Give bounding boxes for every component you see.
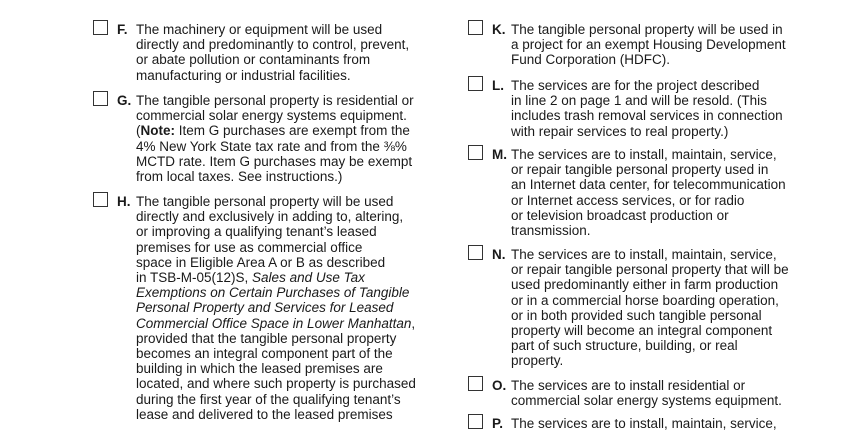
item-o-text: The services are to install residential or commercial solar energy systems equipment.: [511, 378, 782, 409]
item-p-letter: P.: [492, 416, 504, 431]
checkbox-n[interactable]: [468, 245, 483, 260]
item-f-text: The machinery or equipment will be used directly and predominantly to control, prevent, or abate pollution or contaminants from manufacturing or industrial facilities.: [136, 22, 410, 83]
item-p-text: The services are to install, maintain, service,: [511, 416, 777, 431]
item-m-text: The services are to install, maintain, service, or repair tangible personal property used in an Internet data center, for telecommunication or Internet access services, or for radio or television broadcast production or transmission.: [511, 147, 786, 239]
item-h-text: The tangible personal property will be used directly and exclusively in adding to, altering, or improving a qualifying tenant’s leased premises for use as commercial office space in Eligible Area A or B as described in TSB-M-05(12)S, Sales and Use Tax Exemptions on Certain Purchases of Tangible Personal Property and Services for Leased Commercial Office Space in Lower Manhattan, provided that the tangible personal property becomes an integral component part of the building in which the leased premises are located, and where such property is purchased during the first year of the qualifying tenant’s lease and delivered to the leased premises: [136, 194, 416, 422]
checkbox-h[interactable]: [93, 192, 108, 207]
item-h-letter: H.: [117, 194, 131, 209]
item-n-text: The services are to install, maintain, service, or repair tangible personal property that will be used predominantly either in farm production or in a commercial horse boarding operation, or in both provided such tangible personal property will become an integral component part of such structure, building, or real property.: [511, 247, 789, 369]
item-k-letter: K.: [492, 22, 506, 37]
note-label: Note:: [140, 123, 175, 139]
item-k-text: The tangible personal property will be used in a project for an exempt Housing Development Fund Corporation (HDFC).: [511, 22, 786, 68]
checkbox-l[interactable]: [468, 76, 483, 91]
item-l-letter: L.: [492, 78, 504, 93]
checkbox-f[interactable]: [93, 20, 108, 35]
item-o-letter: O.: [492, 378, 507, 393]
checkbox-k[interactable]: [468, 20, 483, 35]
item-l-text: The services are for the project described in line 2 on page 1 and will be resold. (This includes trash removal services in connection with repair services to real property.): [511, 78, 783, 139]
item-f-letter: F.: [117, 22, 128, 37]
item-m-letter: M.: [492, 147, 507, 162]
checkbox-g[interactable]: [93, 91, 108, 106]
item-g-text: The tangible personal property is residential or commercial solar energy systems equipment. (Note: Item G purchases are exempt from the 4% New York State tax rate and from the ⅜% MCTD rate. Item G purchases may be exempt from local taxes. See instructions.): [136, 93, 414, 185]
checkbox-o[interactable]: [468, 376, 483, 391]
item-n-letter: N.: [492, 247, 506, 262]
tsb-title: Sales and Use Tax Exemptions on Certain Purchases of Tangible Personal Property and Services for Leased Commercial Office Space in Lower Manhattan: [136, 270, 412, 331]
checkbox-p[interactable]: [468, 414, 483, 429]
item-g-letter: G.: [117, 93, 132, 108]
checkbox-m[interactable]: [468, 145, 483, 160]
